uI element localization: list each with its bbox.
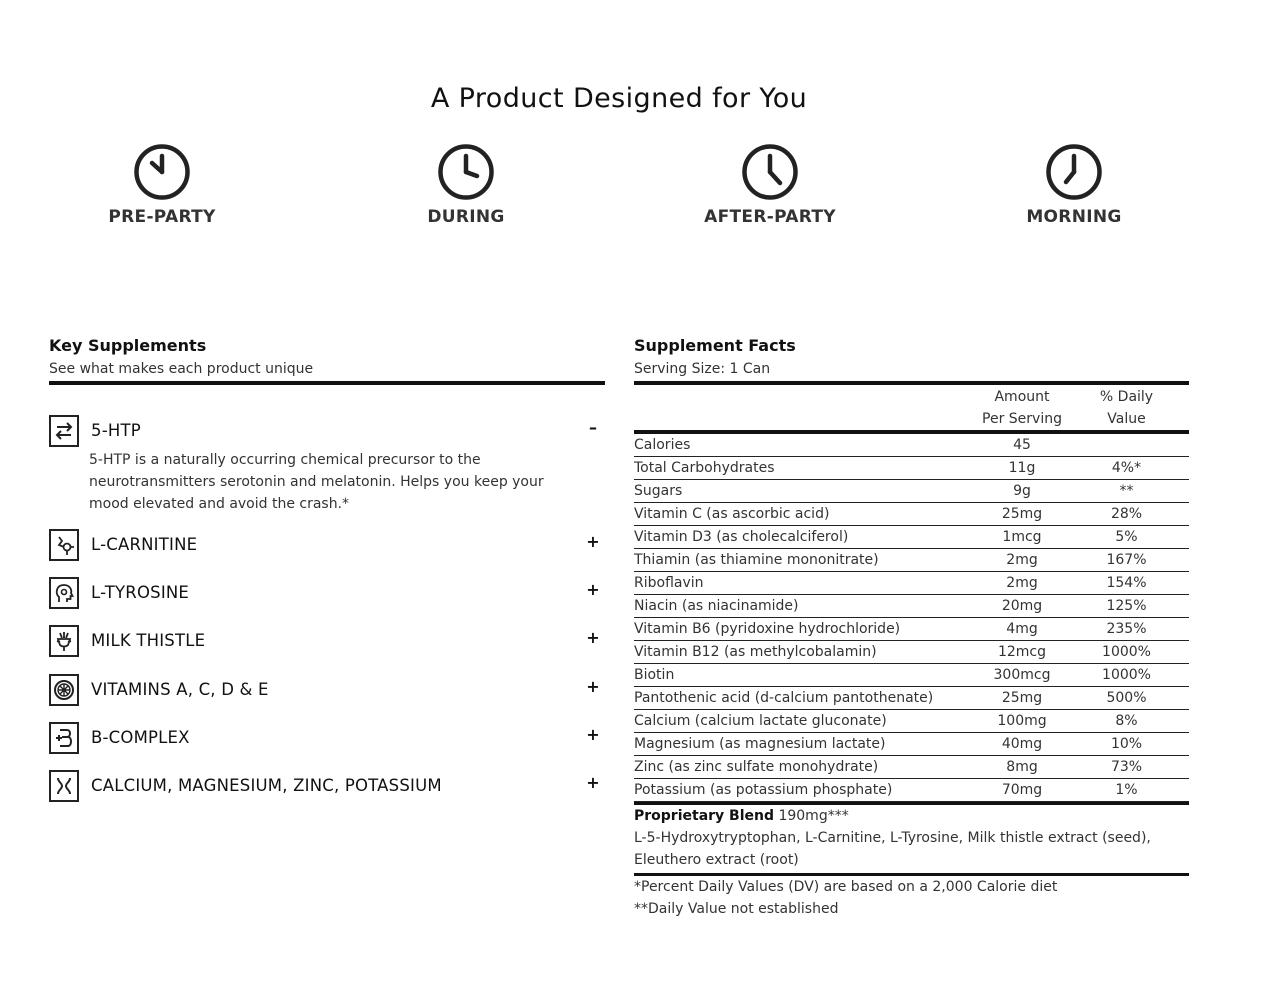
amount-header: Amount Per Serving (982, 389, 1062, 427)
nutrient-daily-value: 154% (1064, 572, 1189, 595)
thistle-flower-icon (49, 625, 79, 657)
nutrient-name: Vitamin B12 (as methylcobalamin) (634, 641, 980, 664)
expand-toggle[interactable]: + (586, 628, 600, 647)
nutrient-daily-value: ** (1064, 480, 1189, 503)
nutrient-daily-value: 235% (1064, 618, 1189, 641)
timing-morning (984, 143, 1164, 227)
daily-value-header: % Daily Value (1099, 389, 1154, 427)
clock-icon (741, 143, 799, 201)
citrus-slice-icon (49, 674, 79, 706)
nutrient-daily-value: 1000% (1064, 664, 1189, 687)
nutrient-daily-value: 73% (1064, 756, 1189, 779)
divider (634, 381, 1189, 385)
key-supplements-subheading: See what makes each product unique (49, 361, 314, 377)
expand-toggle[interactable]: + (586, 773, 600, 792)
accordion-item-l-tyrosine[interactable] (49, 577, 605, 611)
facts-row (634, 457, 1189, 480)
blend-ingredients: L-5-Hydroxytryptophan, L-Carnitine, L-Tyrosine, Milk thistle extract (seed), Eleuthero extract (root) (634, 830, 1151, 868)
accordion-item-minerals[interactable] (49, 770, 605, 804)
facts-row (634, 526, 1189, 549)
accordion-item-vitamins[interactable] (49, 674, 605, 708)
facts-row (634, 664, 1189, 687)
nutrient-amount: 1mcg (980, 526, 1064, 549)
nutrient-amount: 70mg (980, 779, 1064, 802)
nutrient-amount: 300mcg (980, 664, 1064, 687)
timing-after-party (680, 143, 860, 227)
head-gear-icon (49, 577, 79, 609)
nutrient-amount: 40mg (980, 733, 1064, 756)
nutrient-name: Pantothenic acid (d-calcium pantothenate) (634, 687, 980, 710)
nutrient-name: Calories (634, 434, 980, 457)
facts-row (634, 572, 1189, 595)
nutrient-name: Vitamin B6 (pyridoxine hydrochloride) (634, 618, 980, 641)
b-letter-icon (49, 722, 79, 754)
molecule-icon (49, 529, 79, 561)
expand-toggle[interactable]: + (586, 725, 600, 744)
nutrient-amount: 2mg (980, 549, 1064, 572)
nutrient-name: Magnesium (as magnesium lactate) (634, 733, 980, 756)
nutrient-name: Total Carbohydrates (634, 457, 980, 480)
timing-during (376, 143, 556, 227)
nutrient-daily-value: 28% (1064, 503, 1189, 526)
proprietary-blend (634, 805, 1189, 827)
nutrient-name: Calcium (calcium lactate gluconate) (634, 710, 980, 733)
nutrient-amount: 11g (980, 457, 1064, 480)
facts-row (634, 779, 1189, 802)
clock-icon (437, 143, 495, 201)
nutrient-amount: 12mcg (980, 641, 1064, 664)
accordion-item-milk-thistle[interactable] (49, 625, 605, 659)
facts-row (634, 710, 1189, 733)
facts-row (634, 549, 1189, 572)
blend-label: Proprietary Blend (634, 808, 774, 824)
nutrient-amount: 45 (980, 434, 1064, 457)
timing-label: DURING (427, 207, 505, 227)
facts-row (634, 618, 1189, 641)
accordion-label: B-COMPLEX (91, 728, 190, 747)
collapse-toggle[interactable]: – (589, 418, 597, 437)
divider (49, 381, 605, 385)
facts-row (634, 480, 1189, 503)
accordion-label: L-TYROSINE (91, 583, 190, 602)
nutrient-name: Potassium (as potassium phosphate) (634, 779, 980, 802)
nutrient-name: Riboflavin (634, 572, 980, 595)
nutrient-name: Vitamin C (as ascorbic acid) (634, 503, 980, 526)
supplement-facts-table (634, 386, 1189, 920)
timing-pre-party (72, 143, 252, 227)
supplement-facts-heading: Supplement Facts (634, 336, 796, 355)
nutrient-amount: 20mg (980, 595, 1064, 618)
nutrient-amount: 8mg (980, 756, 1064, 779)
nutrient-daily-value: 167% (1064, 549, 1189, 572)
facts-row (634, 687, 1189, 710)
swap-arrows-icon (49, 415, 79, 447)
accordion-item-5-htp[interactable] (49, 415, 605, 515)
timing-label: PRE-PARTY (108, 207, 216, 227)
facts-row (634, 503, 1189, 526)
accordion-label: 5-HTP (91, 421, 141, 440)
nutrient-daily-value: 8% (1064, 710, 1189, 733)
timing-label: MORNING (1026, 207, 1122, 227)
expand-toggle[interactable]: + (586, 677, 600, 696)
accordion-label: MILK THISTLE (91, 631, 206, 650)
accordion-item-l-carnitine[interactable] (49, 529, 605, 563)
nutrient-daily-value: 1000% (1064, 641, 1189, 664)
expand-toggle[interactable]: + (586, 580, 600, 599)
nutrient-name: Sugars (634, 480, 980, 503)
footnote-not-established: **Daily Value not established (634, 901, 839, 917)
facts-row (634, 641, 1189, 664)
nutrient-daily-value: 125% (1064, 595, 1189, 618)
nutrient-name: Niacin (as niacinamide) (634, 595, 980, 618)
accordion-label: CALCIUM, MAGNESIUM, ZINC, POTASSIUM (91, 776, 442, 795)
nutrient-amount: 100mg (980, 710, 1064, 733)
key-supplements-heading: Key Supplements (49, 336, 207, 355)
key-supplements-header (49, 336, 313, 377)
nutrient-amount: 2mg (980, 572, 1064, 595)
accordion-description: 5-HTP is a naturally occurring chemical precursor to the neurotransmitters serotonin and melatonin. Helps you keep your mood elevated and avoid the crash.* (89, 452, 544, 512)
facts-row (634, 434, 1189, 457)
timing-label: AFTER-PARTY (704, 207, 836, 227)
nutrient-daily-value (1064, 434, 1189, 457)
accordion-item-b-complex[interactable] (49, 722, 605, 756)
footnote-dv: *Percent Daily Values (DV) are based on a 2,000 Calorie diet (634, 879, 1058, 895)
mineral-icon (49, 770, 79, 802)
nutrient-amount: 25mg (980, 687, 1064, 710)
facts-row (634, 733, 1189, 756)
nutrient-name: Thiamin (as thiamine mononitrate) (634, 549, 980, 572)
nutrient-name: Vitamin D3 (as cholecalciferol) (634, 526, 980, 549)
accordion-label: VITAMINS A, C, D & E (91, 680, 269, 699)
facts-rows (634, 434, 1189, 802)
nutrient-amount: 9g (980, 480, 1064, 503)
page-title: A Product Designed for You (430, 83, 808, 114)
nutrient-daily-value: 1% (1064, 779, 1189, 802)
nutrient-amount: 25mg (980, 503, 1064, 526)
blend-amount: 190mg*** (778, 808, 849, 824)
facts-row (634, 756, 1189, 779)
serving-size: Serving Size: 1 Can (634, 361, 771, 377)
nutrient-name: Zinc (as zinc sulfate monohydrate) (634, 756, 980, 779)
nutrient-daily-value: 4%* (1064, 457, 1189, 480)
expand-toggle[interactable]: + (586, 532, 600, 551)
nutrient-name: Biotin (634, 664, 980, 687)
nutrient-daily-value: 10% (1064, 733, 1189, 756)
clock-icon (133, 143, 191, 201)
nutrient-daily-value: 5% (1064, 526, 1189, 549)
nutrient-amount: 4mg (980, 618, 1064, 641)
facts-row (634, 595, 1189, 618)
accordion-label: L-CARNITINE (91, 535, 198, 554)
clock-icon (1045, 143, 1103, 201)
supplement-facts-header (634, 336, 796, 377)
nutrient-daily-value: 500% (1064, 687, 1189, 710)
